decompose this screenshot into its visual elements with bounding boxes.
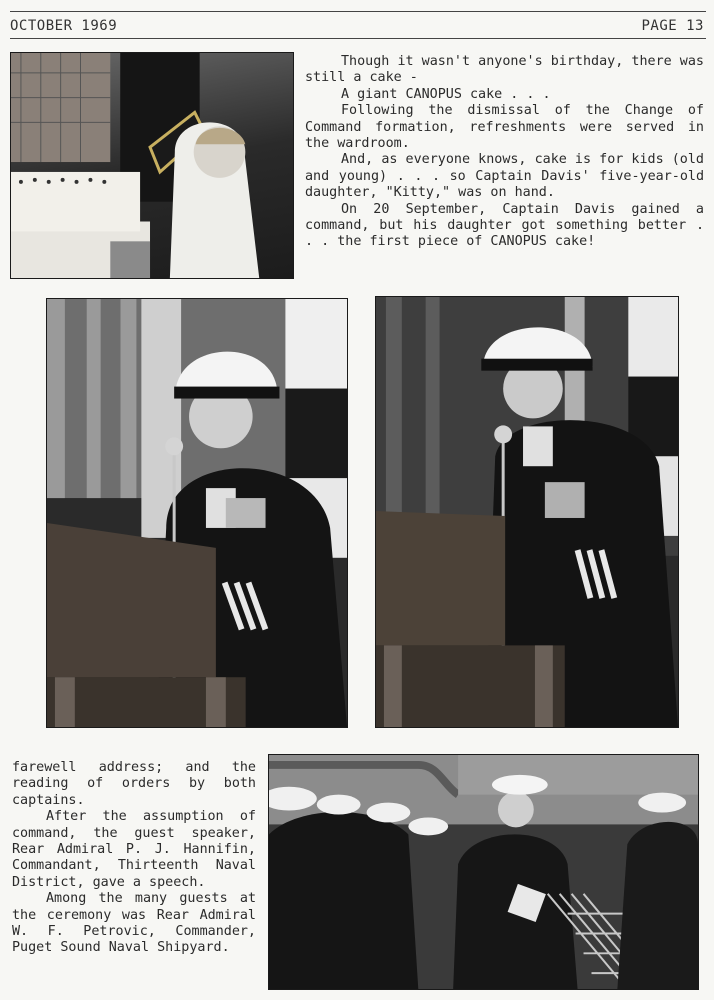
story-top-paragraph: On 20 September, Captain Davis gained a command, but his daughter got something better . . . the first piece of CANOPUS cake! xyxy=(305,201,704,250)
page-number: PAGE 13 xyxy=(641,18,704,34)
story-bottom xyxy=(12,760,256,957)
header-rule xyxy=(10,38,706,39)
story-bottom-paragraph: Among the many guests at the ceremony was Rear Admiral W. F. Petrovic, Commander, Puget Sound Naval Shipyard. xyxy=(12,891,256,956)
officers-saluting-illustration xyxy=(269,755,698,989)
story-top xyxy=(305,54,704,251)
captain-speaking-illustration-left xyxy=(47,299,347,727)
captain-speaking-photo-right xyxy=(375,296,679,728)
top-rule xyxy=(10,11,706,12)
story-top-paragraph: Though it wasn't anyone's birthday, there was still a cake - xyxy=(305,54,704,86)
story-bottom-paragraph: After the assumption of command, the guest speaker, Rear Admiral P. J. Hannifin, Commandant, Thirteenth Naval District, gave a speech. xyxy=(12,809,256,890)
story-top-paragraph: Following the dismissal of the Change of Command formation, refreshments were served in the wardroom. xyxy=(305,103,704,152)
cake-cutting-illustration xyxy=(11,53,293,278)
cake-cutting-photo xyxy=(10,52,294,279)
story-top-paragraph: And, as everyone knows, cake is for kids (old and young) . . . so Captain Davis' five-year-old daughter, "Kitty," was on hand. xyxy=(305,152,704,201)
officers-saluting-photo xyxy=(268,754,699,990)
story-top-paragraph: A giant CANOPUS cake . . . xyxy=(341,86,551,102)
issue-date: OCTOBER 1969 xyxy=(10,18,118,34)
captain-speaking-illustration-right xyxy=(376,297,678,727)
captain-speaking-photo-left xyxy=(46,298,348,728)
story-bottom-lead: farewell address; and the reading of orders by both captains. xyxy=(12,760,256,808)
